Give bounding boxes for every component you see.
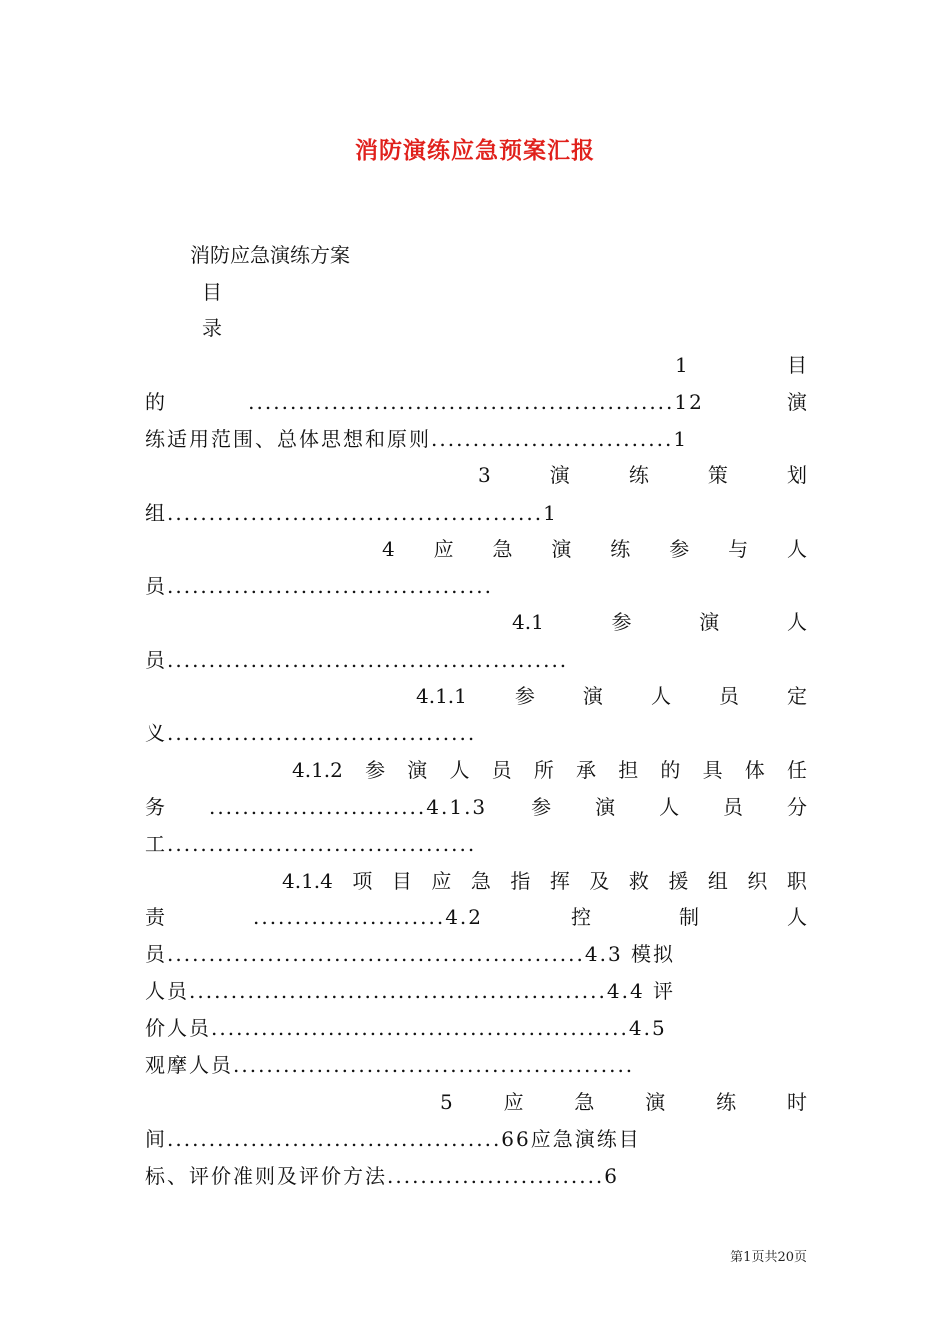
toc-line-3: 练适用范围、总体思想和原则.............................1: [145, 427, 689, 451]
toc-line-13: 务 ..........................4.1.3 参 演 人 员 分: [145, 795, 807, 819]
toc-line-15: 4.1.4 项 目 应 急 指 挥 及 救 援 组 织 职: [282, 869, 807, 893]
toc-line-19: 价人员..................................................4.5: [145, 1016, 667, 1040]
toc-heading-lu: 录: [202, 316, 222, 340]
toc-line-12: 4.1.2 参 演 人 员 所 承 担 的 具 体 任: [292, 758, 807, 782]
toc-line-16: 责 .......................4.2 控 制 人: [145, 905, 807, 929]
page-number: 第1页共20页: [730, 1250, 807, 1265]
toc-line-6: 4 应 急 演 练 参 与 人: [382, 537, 807, 561]
toc-line-21: 5 应 急 演 练 时: [440, 1090, 807, 1114]
toc-heading-mu: 目: [202, 280, 222, 304]
toc-line-7: 员.......................................: [145, 574, 493, 598]
document-title: 消防演练应急预案汇报: [355, 137, 595, 164]
toc-line-10: 4.1.1 参 演 人 员 定: [416, 684, 807, 708]
toc-line-23: 标、评价准则及评价方法..........................6: [145, 1164, 620, 1188]
toc-line-22: 间........................................66应急演练目: [145, 1127, 641, 1151]
toc-line-18: 人员..................................................4.4 评: [145, 979, 676, 1003]
toc-line-5: 组.............................................1: [145, 501, 558, 525]
toc-line-20: 观摩人员................................................: [145, 1053, 635, 1077]
toc-line-4: 3 演 练 策 划: [478, 463, 807, 487]
toc-line-14: 工.....................................: [145, 832, 477, 856]
toc-line-8: 4.1 参 演 人: [512, 610, 807, 634]
plan-subtitle: 消防应急演练方案: [190, 243, 350, 267]
toc-line-2: 的 ...................................................12 演: [145, 390, 807, 414]
toc-line-9: 员................................................: [145, 648, 569, 672]
toc-line-11: 义.....................................: [145, 721, 477, 745]
toc-line-1: 1 目: [675, 353, 807, 377]
toc-line-17: 员..................................................4.3 模拟: [145, 942, 676, 966]
